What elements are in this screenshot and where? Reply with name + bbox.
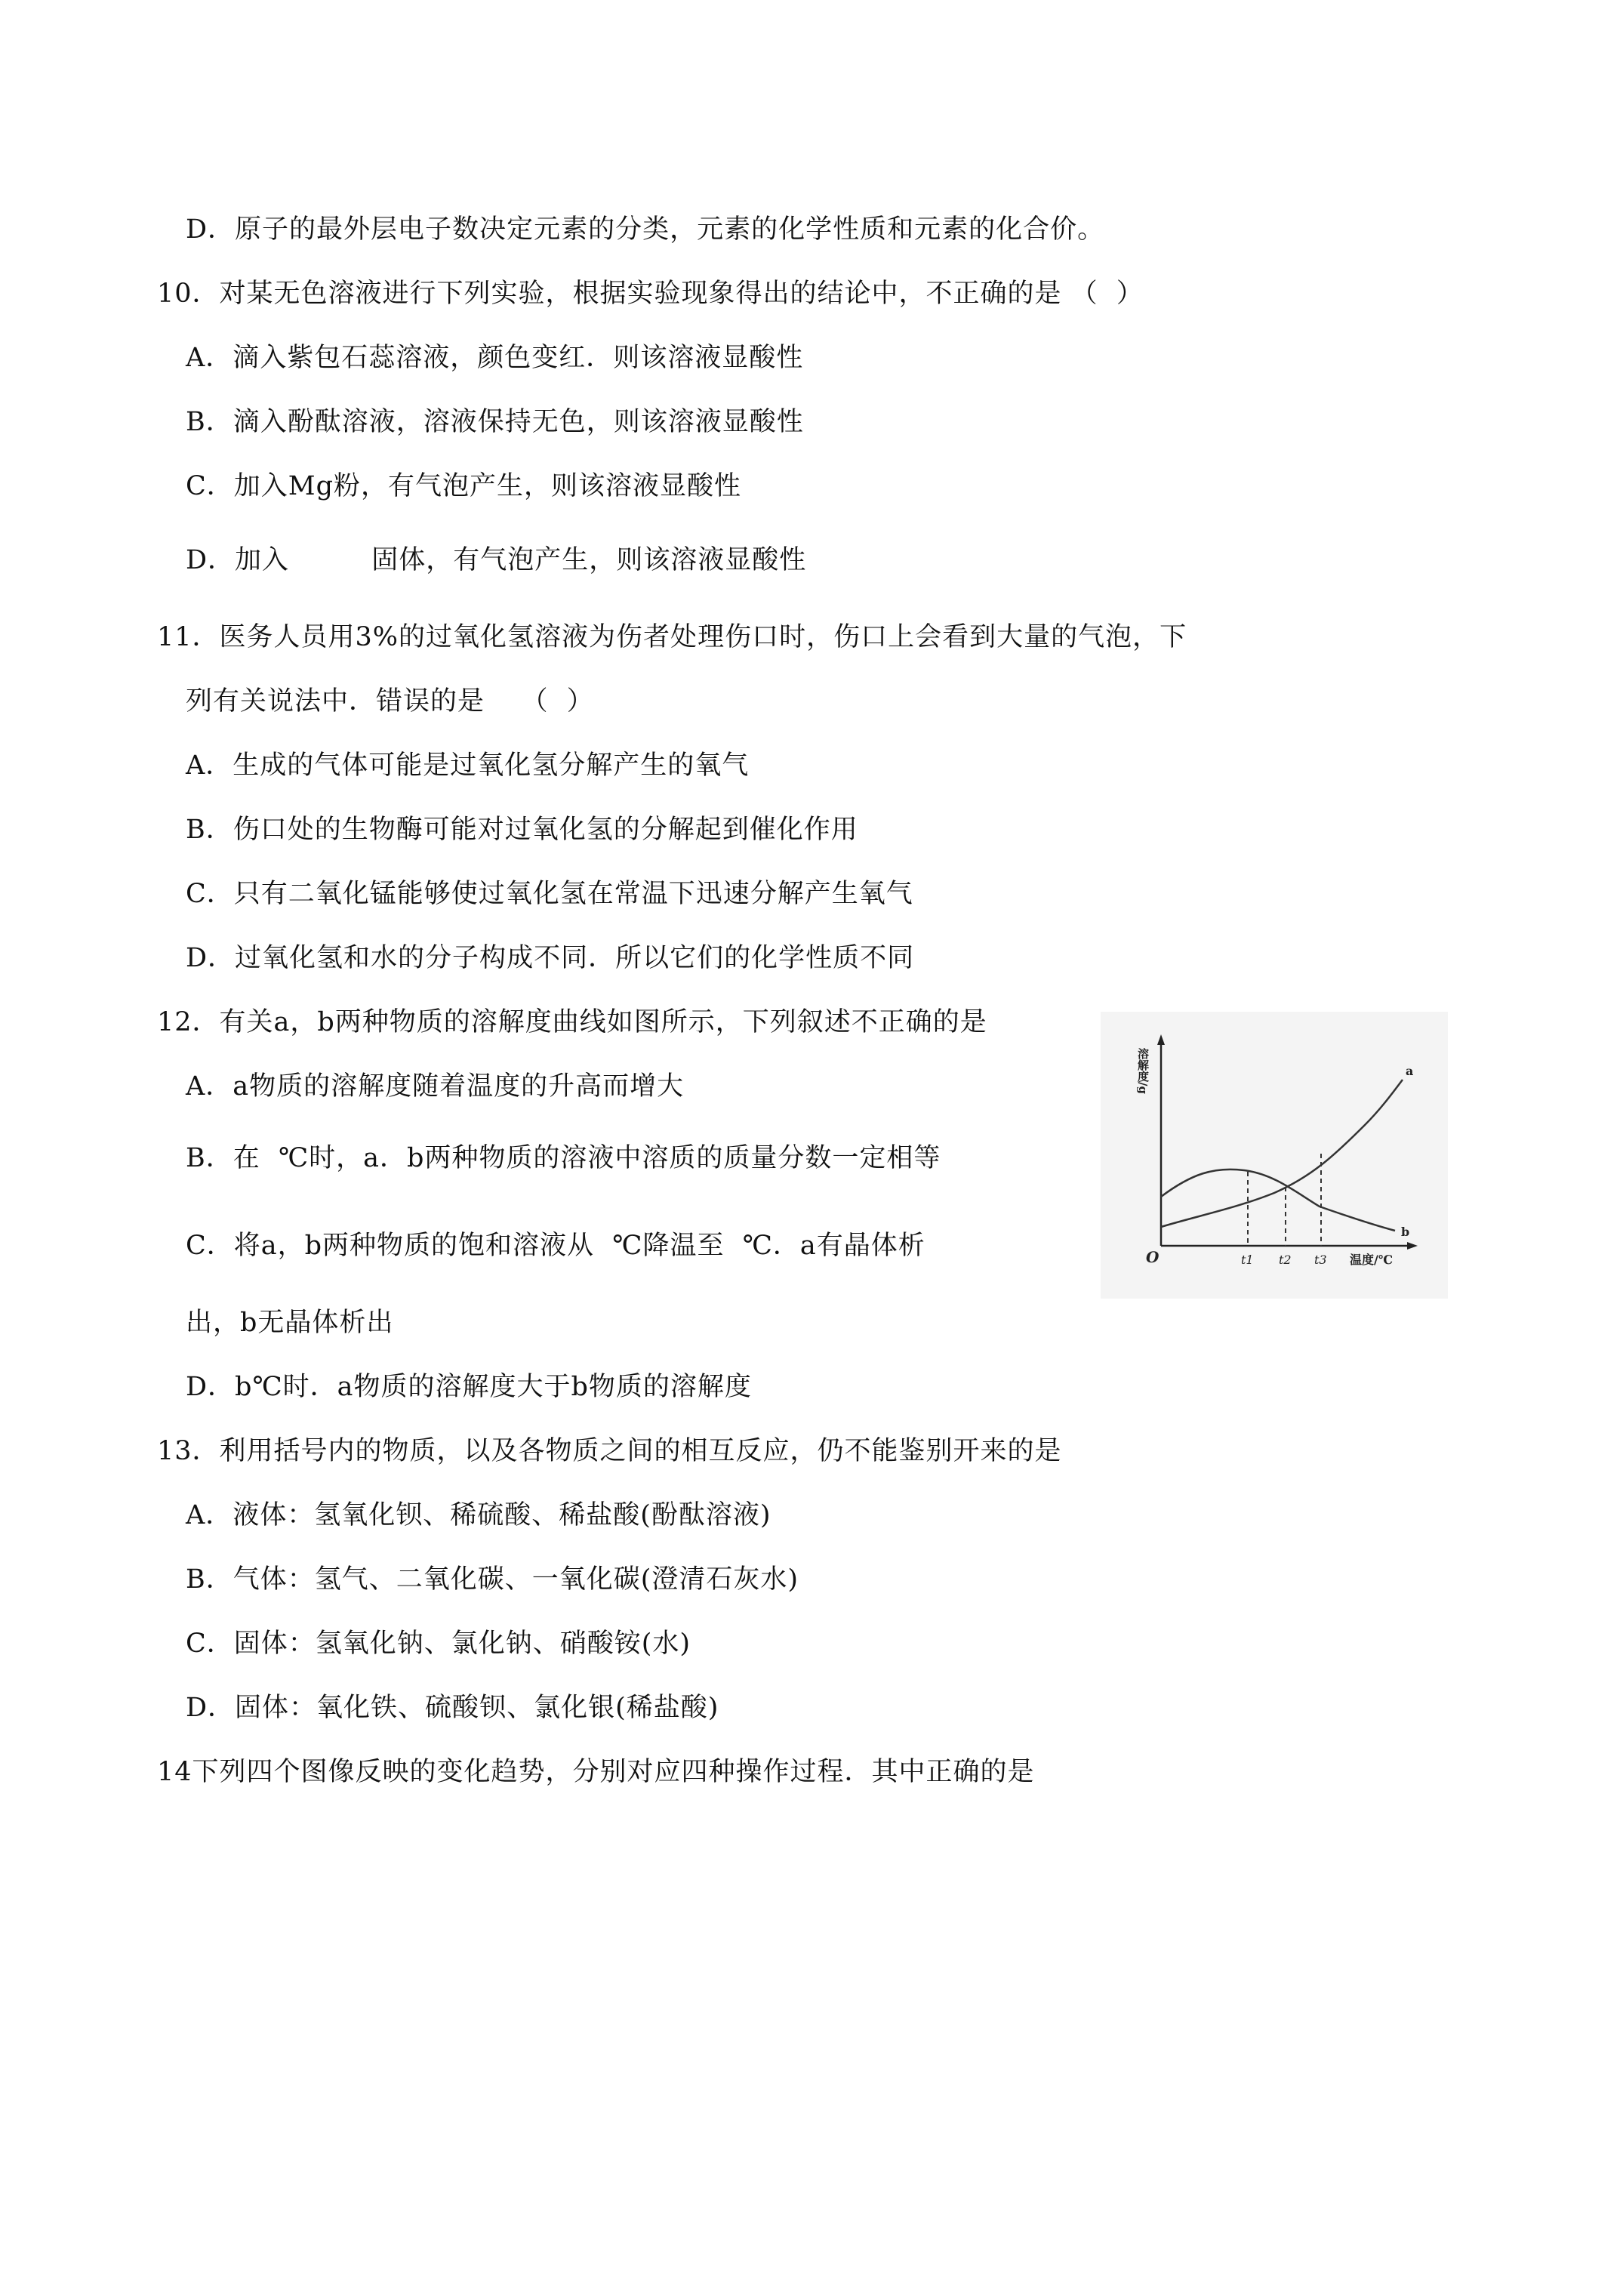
q11-option-b: B．伤口处的生物酶可能对过氧化氢的分解起到催化作用 <box>186 815 858 845</box>
q12-option-a: A．a物质的溶解度随着温度的升高而增大 <box>186 1071 685 1102</box>
q13-option-c: C．固体：氢氧化钠、氯化钠、硝酸铵(水) <box>186 1629 691 1659</box>
t3-label: t3 <box>1314 1253 1327 1267</box>
q13-option-b: B．气体：氢气、二氧化碳、一氧化碳(澄清石灰水) <box>186 1564 799 1595</box>
q11-option-a: A．生成的气体可能是过氧化氢分解产生的氧气 <box>186 750 750 781</box>
q10-option-a: A．滴入紫包石蕊溶液，颜色变红．则该溶液显酸性 <box>186 343 804 373</box>
curve-b-label: b <box>1401 1225 1410 1239</box>
curve-a <box>1161 1080 1403 1227</box>
q10-option-b: B．滴入酚酞溶液，溶液保持无色，则该溶液显酸性 <box>186 407 804 437</box>
question-11-stem-cont: 列有关说法中．错误的是 （ ） <box>186 686 594 717</box>
question-10-stem: 10．对某无色溶液进行下列实验，根据实验现象得出的结论中，不正确的是 （ ） <box>157 279 1144 309</box>
solubility-curve-svg <box>1101 1012 1448 1299</box>
question-14-stem: 14下列四个图像反映的变化趋势，分别对应四种操作过程．其中正确的是 <box>157 1757 1035 1787</box>
question-13-stem: 13．利用括号内的物质，以及各物质之间的相互反应，仍不能鉴别开来的是 <box>157 1436 1062 1466</box>
question-11-stem: 11．医务人员用3%的过氧化氢溶液为伤者处理伤口时，伤口上会看到大量的气泡，下 <box>157 622 1187 652</box>
q12-option-c: C．将a，b两种物质的饱和溶液从 ℃降温至 ℃．a有晶体析 <box>186 1231 925 1261</box>
solubility-curve-figure <box>1101 1012 1448 1299</box>
y-axis-label: 溶解度/g <box>1136 1048 1150 1094</box>
x-axis-arrow <box>1407 1242 1418 1250</box>
origin-label: O <box>1146 1248 1160 1266</box>
q11-option-d: D．过氧化氢和水的分子构成不同．所以它们的化学性质不同 <box>186 943 915 973</box>
curve-a-label: a <box>1406 1064 1414 1078</box>
q13-option-a: A．液体：氢氧化钡、稀硫酸、稀盐酸(酚酞溶液) <box>186 1500 771 1530</box>
q10-option-c: C．加入Mg粉，有气泡产生，则该溶液显酸性 <box>186 471 742 501</box>
q11-option-c: C．只有二氧化锰能够使过氧化氢在常温下迅速分解产生氧气 <box>186 879 913 909</box>
x-axis-label: 温度/℃ <box>1350 1253 1394 1267</box>
curve-b <box>1161 1170 1395 1231</box>
y-axis-arrow <box>1157 1034 1165 1045</box>
q12-option-b: B．在 ℃时，a．b两种物质的溶液中溶质的质量分数一定相等 <box>186 1143 941 1173</box>
q10-option-d: D．加入 固体，有气泡产生，则该溶液显酸性 <box>186 545 807 575</box>
q13-option-d: D．固体：氧化铁、硫酸钡、氯化银(稀盐酸) <box>186 1693 719 1723</box>
q12-option-d: D．b℃时．a物质的溶解度大于b物质的溶解度 <box>186 1372 752 1402</box>
q12-option-c-cont: 出，b无晶体析出 <box>186 1308 394 1338</box>
t2-label: t2 <box>1279 1253 1292 1267</box>
line-d-option-q9: D．原子的最外层电子数决定元素的分类，元素的化学性质和元素的化合价。 <box>186 214 1105 245</box>
t1-label: t1 <box>1241 1253 1254 1267</box>
question-12-stem: 12．有关a，b两种物质的溶解度曲线如图所示，下列叙述不正确的是 <box>157 1007 987 1037</box>
